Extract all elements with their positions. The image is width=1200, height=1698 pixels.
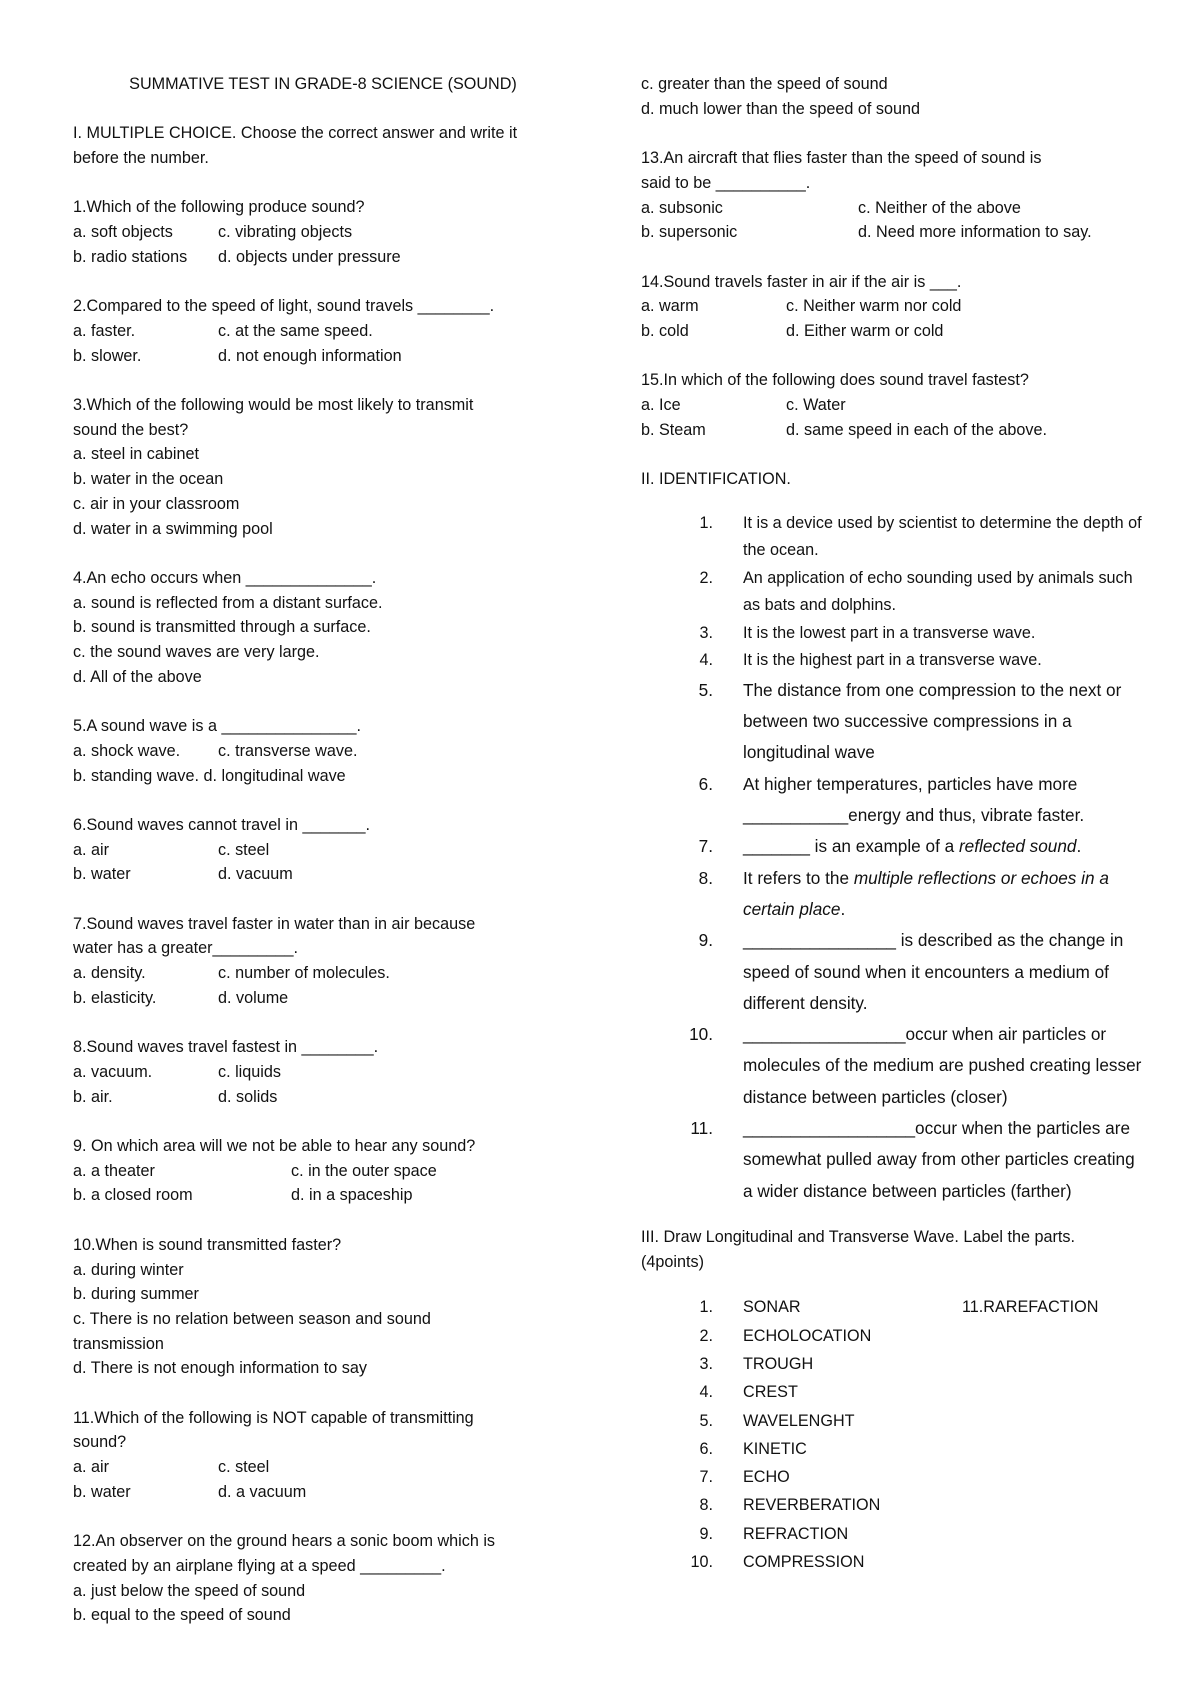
choice-a: a. a theater — [73, 1161, 155, 1180]
question-stem: 1.Which of the following produce sound? — [73, 198, 365, 217]
choice-d: d. All of the above — [73, 667, 202, 686]
question-9 — [73, 1134, 593, 1208]
choice-c: c. the sound waves are very large. — [73, 643, 320, 662]
question-stem-cont: water has a greater_________. — [73, 939, 298, 958]
question-7 — [73, 912, 593, 1011]
answer-item: 9. REFRACTION — [699, 1524, 849, 1543]
choice-a: a. steel in cabinet — [73, 445, 199, 464]
identification-item: 9. ________________ is described as the change in speed of sound when it encounters a medium of different density. — [698, 930, 1124, 1013]
left-column — [73, 72, 593, 1628]
identification-item: 6. At higher temperatures, particles have more ___________energy and thus, vibrate faster. — [698, 773, 1085, 826]
question-stem: 14.Sound travels faster in air if the air is ___. — [641, 272, 962, 291]
part3-heading-cont: (4points) — [641, 1252, 704, 1271]
choice-a: a. during winter — [73, 1260, 184, 1279]
choice-b: b. water — [73, 865, 131, 884]
identification-item: 11. __________________occur when the particles are somewhat pulled away from other particles creating a wider distance between particles (farther) — [690, 1118, 1135, 1201]
question-stem: 4.An echo occurs when ______________. — [73, 568, 377, 587]
choice-d: d. same speed in each of the above. — [786, 420, 1047, 439]
part2-heading: II. IDENTIFICATION. — [641, 470, 791, 489]
question-stem: 11.Which of the following is NOT capable of transmitting — [73, 1408, 474, 1427]
choice-a: a. shock wave. — [73, 741, 181, 760]
choice-a: a. soft objects — [73, 223, 173, 242]
choice-a: a. subsonic — [641, 198, 723, 217]
choice-a: a. sound is reflected from a distant surface. — [73, 593, 383, 612]
question-3 — [73, 393, 593, 541]
identification-item: 5. The distance from one compression to the next or between two successive compressions in a longitudinal wave — [698, 679, 1122, 763]
identification-item: 4. It is the highest part in a transverse wave. — [699, 651, 1042, 670]
choice-a: a. just below the speed of sound — [73, 1581, 306, 1600]
page-title: SUMMATIVE TEST IN GRADE-8 SCIENCE (SOUND) — [129, 75, 517, 93]
choice-b: b. cold — [641, 322, 689, 340]
choice-a: a. air — [73, 840, 109, 859]
question-stem: 6.Sound waves cannot travel in _______. — [73, 815, 370, 834]
choice-d: d. volume — [218, 988, 289, 1007]
answer-item: 2. ECHOLOCATION — [699, 1326, 872, 1345]
choice-c: c. Neither warm nor cold — [786, 297, 962, 316]
part1-heading: I. MULTIPLE CHOICE. Choose the correct answer and write it — [73, 124, 518, 143]
answer-item: 4. CREST — [699, 1383, 798, 1402]
choice-b: b. radio stations — [73, 247, 188, 266]
choice-a: a. vacuum. — [73, 1062, 153, 1081]
choice-c: c. There is no relation between season and sound — [73, 1309, 431, 1328]
identification-item: 3. It is the lowest part in a transverse wave. — [699, 623, 1036, 642]
choice-d: d. not enough information — [218, 346, 402, 365]
question-stem: 3.Which of the following would be most likely to transmit — [73, 396, 474, 415]
question-stem: 5.A sound wave is a _______________. — [73, 717, 362, 736]
choice-c: c. vibrating objects — [218, 223, 353, 242]
choice-c-cont: transmission — [73, 1334, 164, 1353]
choice-c: c. number of molecules. — [218, 964, 390, 983]
choice-b: b. equal to the speed of sound — [73, 1606, 291, 1625]
question-stem: 12.An observer on the ground hears a sonic boom which is — [73, 1532, 496, 1551]
choice-b: b. standing wave. — [73, 766, 199, 785]
identification-item: 1. It is a device used by scientist to determine the depth of the ocean. — [699, 513, 1142, 560]
answer-item: 3. TROUGH — [699, 1354, 814, 1373]
choice-d: d. There is not enough information to say — [73, 1359, 367, 1378]
choice-b: b. Steam — [641, 420, 706, 439]
question-10 — [73, 1233, 593, 1381]
question-stem: 10.When is sound transmitted faster? — [73, 1235, 342, 1254]
answer-item: 7. ECHO — [699, 1468, 790, 1487]
question-stem-cont: sound? — [73, 1433, 127, 1452]
choice-c: c. Neither of the above — [858, 198, 1021, 217]
choice-a: a. faster. — [73, 321, 136, 340]
choice-c: c. air in your classroom — [73, 494, 240, 513]
choice-c: c. steel — [218, 1458, 270, 1477]
question-5 — [73, 714, 593, 788]
question-stem: 9. On which area will we not be able to hear any sound? — [73, 1137, 476, 1156]
question-6 — [73, 813, 593, 887]
answer-extra: 11.RAREFACTION — [962, 1298, 1099, 1317]
identification-item: 2. An application of echo sounding used by animals such as bats and dolphins. — [699, 568, 1133, 615]
question-stem-cont: sound the best? — [73, 420, 189, 439]
choice-d: d. much lower than the speed of sound — [641, 99, 920, 118]
choice-b: b. slower. — [73, 346, 142, 365]
identification-item: 10. _________________occur when air particles or molecules of the medium are pushed creating lesser distance between particles (closer) — [689, 1024, 1142, 1107]
question-stem-cont: created by an airplane flying at a speed _________. — [73, 1556, 446, 1575]
choice-b: b. supersonic — [641, 223, 738, 242]
answer-key-list — [641, 1293, 1146, 1576]
answer-item: 1. SONAR 11.RAREFACTION — [641, 1293, 1146, 1321]
choice-b: b. during summer — [73, 1285, 199, 1304]
question-stem: 15.In which of the following does sound travel fastest? — [641, 371, 1029, 390]
choice-d: d. Either warm or cold — [786, 322, 944, 340]
choice-b: b. water — [73, 1482, 131, 1501]
part1-heading-cont: before the number. — [73, 149, 209, 168]
question-stem: 2.Compared to the speed of light, sound travels ________. — [73, 297, 495, 316]
part3-heading: III. Draw Longitudinal and Transverse Wave. Label the parts. — [641, 1227, 1075, 1246]
choice-d: d. a vacuum — [218, 1482, 307, 1501]
choice-d: d. longitudinal wave — [203, 766, 346, 785]
question-12-cont — [641, 72, 1146, 121]
question-14 — [641, 270, 1146, 344]
choice-d: d. water in a swimming pool — [73, 519, 273, 538]
choice-d: d. solids — [218, 1087, 278, 1106]
choice-b: b. sound is transmitted through a surface. — [73, 618, 371, 637]
answer-item: 10. COMPRESSION — [690, 1553, 865, 1572]
choice-b: b. elasticity. — [73, 988, 157, 1007]
question-8 — [73, 1035, 593, 1109]
choice-a: a. warm — [641, 297, 699, 316]
choice-a: a. air — [73, 1458, 109, 1477]
choice-b: b. a closed room — [73, 1186, 193, 1205]
identification-item: 8. It refers to the multiple reflections or echoes in a certain place. — [698, 867, 1109, 919]
choice-a: a. Ice — [641, 396, 681, 415]
choice-c: c. Water — [786, 396, 846, 415]
choice-c: c. in the outer space — [291, 1161, 437, 1180]
question-15 — [641, 368, 1146, 442]
question-12 — [73, 1529, 593, 1628]
question-11 — [73, 1406, 593, 1505]
question-stem-cont: said to be __________. — [641, 173, 811, 192]
choice-c: c. steel — [218, 840, 270, 859]
question-stem: 13.An aircraft that flies faster than the speed of sound is — [641, 149, 1042, 168]
question-stem: 8.Sound waves travel fastest in ________. — [73, 1038, 379, 1057]
identification-item: 7. _______ is an example of a reflected sound. — [698, 836, 1082, 857]
choice-c: c. at the same speed. — [218, 321, 373, 340]
choice-c: c. greater than the speed of sound — [641, 75, 888, 93]
choice-c: c. transverse wave. — [218, 741, 358, 760]
choice-d: d. in a spaceship — [291, 1186, 413, 1205]
choice-d: d. Need more information to say. — [858, 223, 1092, 242]
right-column — [641, 72, 1146, 1576]
choice-d: d. objects under pressure — [218, 247, 401, 266]
choice-d: d. vacuum — [218, 865, 293, 884]
choice-b: b. air. — [73, 1087, 113, 1106]
question-13 — [641, 146, 1146, 245]
question-4 — [73, 566, 593, 690]
choice-a: a. density. — [73, 964, 146, 983]
answer-item: 6. KINETIC — [699, 1439, 807, 1458]
question-1 — [73, 195, 593, 269]
identification-list — [641, 510, 1146, 1207]
question-2 — [73, 294, 593, 368]
question-stem: 7.Sound waves travel faster in water than in air because — [73, 914, 476, 933]
choice-c: c. liquids — [218, 1062, 281, 1081]
answer-item: 5. WAVELENGHT — [699, 1411, 855, 1430]
answer-item: 8. REVERBERATION — [699, 1496, 881, 1515]
choice-b: b. water in the ocean — [73, 470, 224, 489]
